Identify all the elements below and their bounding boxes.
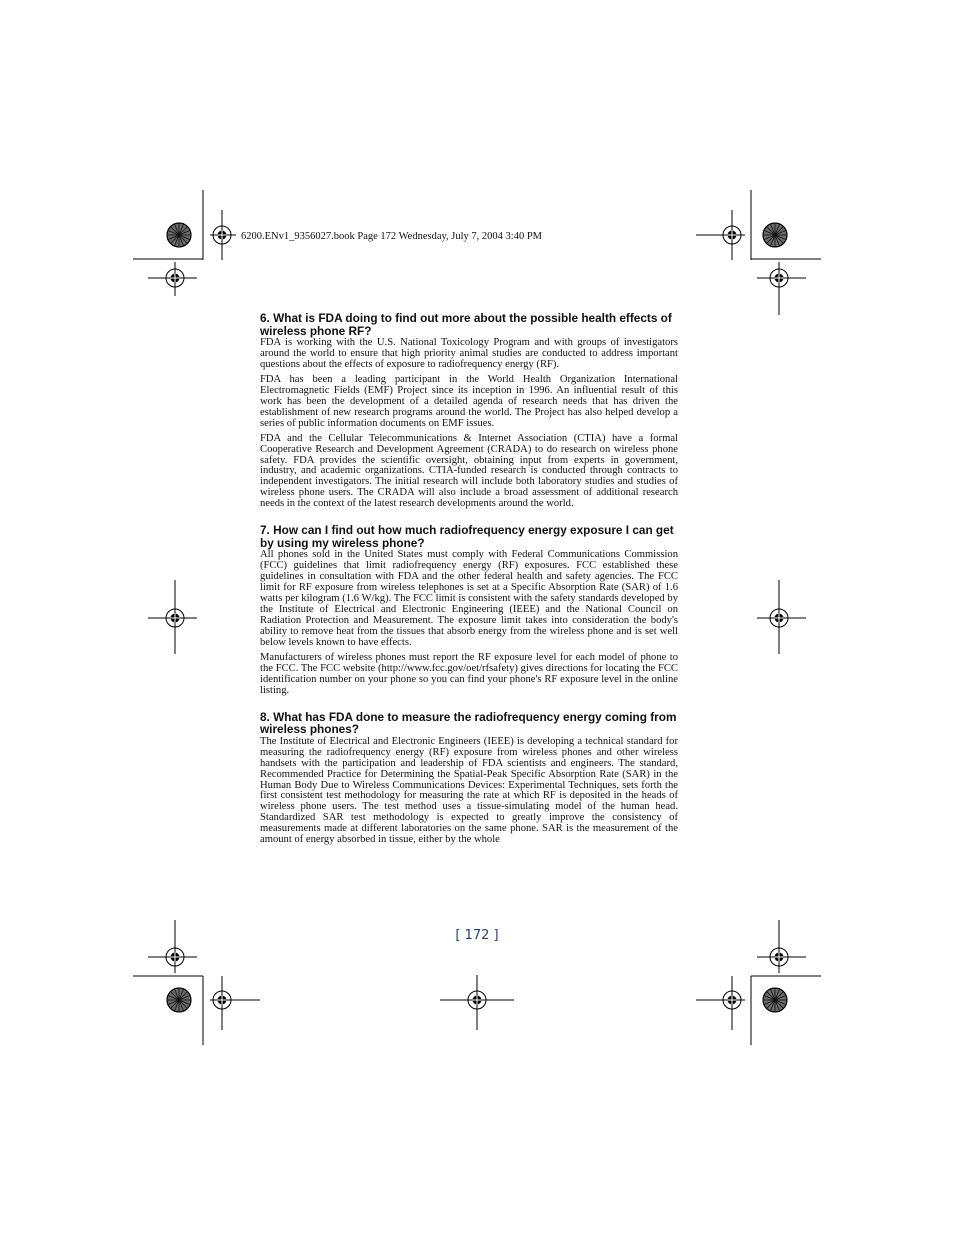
section-heading: 7. How can I find out how much radiofrequency energy exposure I can get by using my wireless phone? <box>260 523 674 550</box>
star-target-top-right <box>763 223 787 247</box>
star-target-top-left <box>167 223 191 247</box>
print-slug: 6200.ENv1_9356027.book Page 172 Wednesday, July 7, 2004 3:40 PM <box>241 231 543 242</box>
paragraph: Manufacturers of wireless phones must report the RF exposure level for each model of phone to the FCC. The FCC website (http://www.fcc.gov/oet/rfsafety) gives directions for locating the FCC identification number on your phone so you can find your phone's RF exposure level in the online listing. <box>260 651 678 696</box>
section-7 <box>260 524 678 696</box>
star-target-bottom-right <box>763 988 787 1012</box>
page-content <box>260 311 687 860</box>
paragraph: FDA is working with the U.S. National Toxicology Program and with groups of investigators around the world to ensure that high priority animal studies are conducted to address important questions about the effects of exposure to radiofrequency energy (RF). <box>260 337 678 370</box>
section-6 <box>260 312 678 510</box>
paragraph: FDA and the Cellular Telecommunications & Internet Association (CTIA) have a formal Cooperative Research and Development Agreement (CRADA) to do research on wireless phone safety. FDA provides the scientific oversight, obtaining input from experts in government, industry, and academic organizations. CTIA-funded research is conducted through contracts to independent investigators. The initial research will include both laboratory studies and studies of wireless phone users. The CRADA will also include a broad assessment of additional research needs in the context of the latest research developments around the world. <box>260 432 678 510</box>
page-number: [ 172 ] <box>455 928 499 943</box>
section-heading: 8. What has FDA done to measure the radiofrequency energy coming from wireless phones? <box>260 709 687 737</box>
paragraph: The Institute of Electrical and Electronic Engineers (IEEE) is developing a technical standard for measuring the radiofrequency energy (RF) exposure from wireless phones and other wireless handsets with the participation and leadership of FDA scientists and engineers. The standard, Recommended Practice for Determining the Spatial-Peak Specific Absorption Rate (SAR) in the Human Body Due to Wireless Communications Devices: Experimental Techniques, sets forth the first consistent test methodology for measuring the rate at which RF is deposited in the heads of wireless phone users. The test method uses a tissue-simulating model of the human head. Standardized SAR test methodology is expected to greatly improve the consistency of measurements made at different laboratories on the same phone. SAR is the measurement of the amount of energy absorbed in tissue, either by the whole <box>260 735 678 846</box>
section-8 <box>260 709 687 847</box>
paragraph: FDA has been a leading participant in the World Health Organization International Electromagnetic Fields (EMF) Project since its inception in 1996. An influential result of this work has been the development of a detailed agenda of research needs that has driven the establishment of new research programs around the world. The Project has also helped develop a series of public information documents on EMF issues. <box>260 373 678 429</box>
section-heading: 6. What is FDA doing to find out more about the possible health effects of wireless phone RF? <box>260 311 672 338</box>
paragraph: All phones sold in the United States must comply with Federal Communications Commission (FCC) guidelines that limit radiofrequency energy (RF) exposures. FCC established these guidelines in consultation with FDA and the other federal health and safety agencies. The FCC limit for RF exposure from wireless telephones is set at a Specific Absorption Rate (SAR) of 1.6 watts per kilogram (1.6 W/kg). The FCC limit is consistent with the safety standards developed by the Institute of Electrical and Electronic Engineering (IEEE) and the National Council on Radiation Protection and Measurement. The exposure limit takes into consideration the body's ability to remove heat from the tissues that absorb energy from the wireless phone and is set well below levels known to have effects. <box>260 549 678 648</box>
star-target-bottom-left <box>167 988 191 1012</box>
